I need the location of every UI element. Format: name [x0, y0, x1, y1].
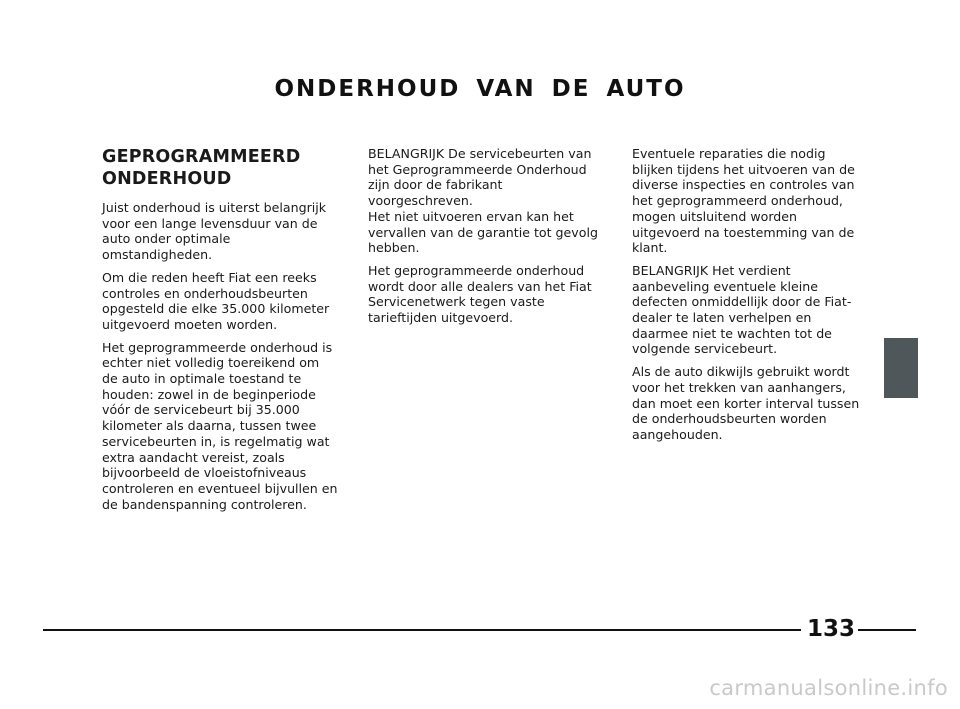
paragraph-line: Het niet uitvoeren ervan kan het vervallen van de garantie tot gevolg hebben.: [368, 208, 598, 256]
column-left: [102, 146, 338, 519]
paragraph-important-notice: [368, 146, 604, 256]
paragraph: Om die reden heeft Fiat een reeks controles en onderhoudsbeurten opgesteld die elke 35.000 kilometer uitgevoerd moeten worden.: [102, 269, 330, 332]
paragraph: Het geprogrammeerde onderhoud wordt door alle dealers van het Fiat Servicenetwerk tegen vaste tarieftijden uitgevoerd.: [368, 262, 592, 326]
page-title: ONDERHOUD VAN DE AUTO: [274, 76, 686, 102]
watermark: carmanualsonline.info: [709, 676, 948, 700]
column-middle: [368, 146, 604, 333]
paragraph: Als de auto dikwijls gebruikt wordt voor het trekken van aanhangers, dan moet een korter interval tussen de onderhoudsbeurten worden aangehouden.: [632, 364, 860, 442]
paragraph: Juist onderhoud is uiterst belangrijk voor een lange levensduur van de auto onder optimale omstandigheden.: [102, 200, 327, 263]
section-heading: [102, 146, 338, 190]
section-heading-line-1: GEPROGRAMMEERD: [102, 147, 301, 167]
section-heading-line-2: ONDERHOUD: [102, 169, 232, 189]
footer-rule: [858, 629, 916, 631]
paragraph: Het geprogrammeerde onderhoud is echter niet volledig toereikend om de auto in optimale toestand te houden: zowel in de beginperiode vóór de servicebeurt bij 35.000 kilometer als daarna, tussen twee servicebeurten in, is regelmatig wat extra aandacht vereist, zoals bijvoorbeeld de vloeistofniveaus controleren en eventueel bijvullen en de bandenspanning controleren.: [102, 339, 338, 512]
page-number: 133: [806, 616, 855, 642]
column-right: [632, 146, 868, 450]
footer-rule: [43, 629, 801, 631]
chapter-tab-marker: [884, 338, 918, 398]
paragraph: Eventuele reparaties die nodig blijken tijdens het uitvoeren van de diverse inspecties en controles van het geprogrammeerd onderhoud, mogen uitsluitend worden uitgevoerd na toestemming van de klant.: [632, 146, 855, 256]
paragraph-line: BELANGRIJK De servicebeurten van het Geprogrammeerde Onderhoud zijn door de fabrikant voorgeschreven.: [368, 146, 592, 209]
paragraph: BELANGRIJK Het verdient aanbeveling eventuele kleine defecten onmiddellijk door de Fiat-dealer te laten verhelpen en daarmee niet te wachten tot de volgende servicebeurt.: [632, 262, 852, 357]
